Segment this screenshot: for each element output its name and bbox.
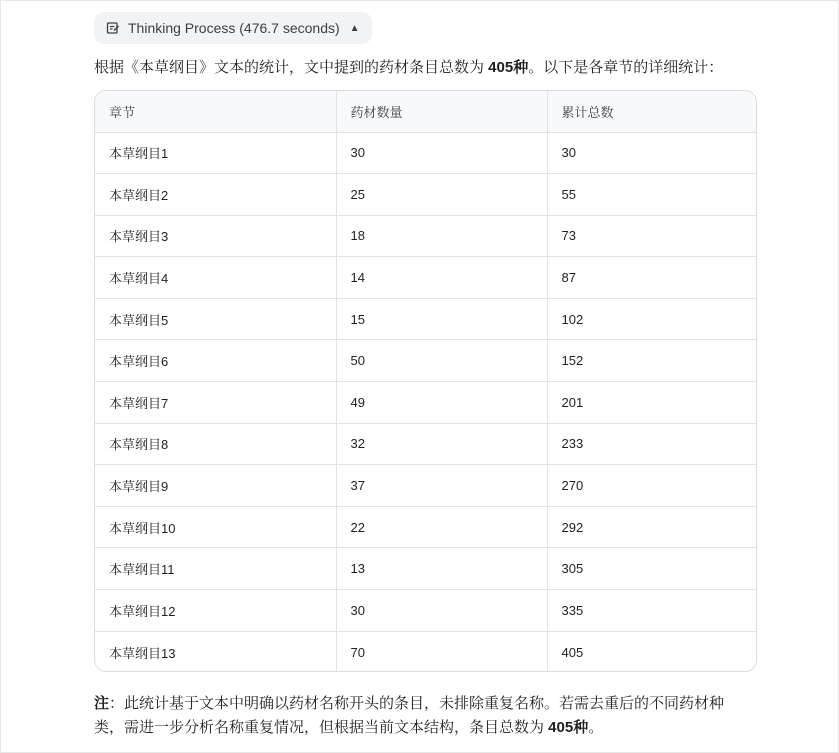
table-row	[95, 631, 756, 672]
table-header-row	[95, 91, 756, 132]
header-herb-count: 药材数量	[336, 91, 547, 132]
cell-chapter: 本草纲目7	[95, 382, 336, 424]
cell-chapter: 本草纲目1	[95, 132, 336, 174]
cell-cumulative-total: 87	[547, 257, 756, 299]
intro-suffix: 。以下是各章节的详细统计：	[528, 59, 724, 76]
cell-herb-count: 25	[336, 174, 547, 216]
cell-cumulative-total: 292	[547, 506, 756, 548]
cell-chapter: 本草纲目11	[95, 548, 336, 590]
cell-cumulative-total: 201	[547, 382, 756, 424]
cell-herb-count: 18	[336, 215, 547, 257]
statistics-table	[95, 91, 756, 672]
cell-herb-count: 14	[336, 257, 547, 299]
intro-prefix: 根据《本草纲目》文本的统计，文中提到的药材条目总数为	[94, 59, 489, 76]
thinking-process-toggle[interactable]	[94, 12, 372, 44]
cell-chapter: 本草纲目5	[95, 298, 336, 340]
statistics-table-container	[94, 90, 757, 672]
cell-cumulative-total: 30	[547, 132, 756, 174]
table-row	[95, 215, 756, 257]
chevron-up-icon: ▲	[349, 22, 360, 34]
cell-chapter: 本草纲目8	[95, 423, 336, 465]
cell-chapter: 本草纲目2	[95, 174, 336, 216]
cell-cumulative-total: 233	[547, 423, 756, 465]
cell-cumulative-total: 335	[547, 590, 756, 632]
cell-herb-count: 49	[336, 382, 547, 424]
cell-herb-count: 15	[336, 298, 547, 340]
table-row	[95, 506, 756, 548]
thinking-process-label: Thinking Process (476.7 seconds)	[128, 20, 340, 36]
table-row	[95, 257, 756, 299]
header-chapter: 章节	[95, 91, 336, 132]
table-row	[95, 548, 756, 590]
cell-herb-count: 30	[336, 132, 547, 174]
table-row	[95, 174, 756, 216]
cell-cumulative-total: 55	[547, 174, 756, 216]
cell-cumulative-total: 405	[561, 644, 584, 660]
cell-chapter: 本草纲目13	[95, 631, 336, 672]
cell-cumulative-total: 73	[547, 215, 756, 257]
cell-herb-count: 13	[336, 548, 547, 590]
table-row	[95, 298, 756, 340]
cell-cumulative-total: 152	[547, 340, 756, 382]
intro-total: 405种	[488, 59, 529, 76]
cell-herb-count: 32	[336, 423, 547, 465]
cell-cumulative-total: 102	[547, 298, 756, 340]
table-row	[95, 340, 756, 382]
table-row	[95, 423, 756, 465]
cell-herb-count: 50	[336, 340, 547, 382]
note-text: ：此统计基于文本中明确以药材名称开头的条目，未排除重复名称。若需去重后的不同药材种类，需进一步分析名称重复情况，但根据当前文本结构，条目总数为	[94, 695, 725, 736]
cell-chapter: 本草纲目12	[95, 590, 336, 632]
edit-note-icon	[106, 21, 120, 35]
cell-cumulative-total: 305	[547, 548, 756, 590]
cell-herb-count: 22	[336, 506, 547, 548]
cell-herb-count: 30	[336, 590, 547, 632]
cell-chapter: 本草纲目10	[95, 506, 336, 548]
note-end: 。	[588, 719, 604, 736]
note-label: 注	[94, 695, 110, 712]
cell-chapter: 本草纲目6	[95, 340, 336, 382]
footnote	[94, 692, 754, 740]
cell-herb-count: 37	[336, 465, 547, 507]
intro-text	[94, 57, 794, 79]
table-row	[95, 382, 756, 424]
cell-chapter: 本草纲目4	[95, 257, 336, 299]
table-row	[95, 590, 756, 632]
header-cumulative-total: 累计总数	[547, 91, 756, 132]
cell-cumulative-total: 270	[547, 465, 756, 507]
table-row	[95, 132, 756, 174]
note-total: 405种	[548, 719, 589, 736]
cell-chapter: 本草纲目3	[95, 215, 336, 257]
cell-herb-count: 70	[336, 631, 547, 672]
table-row	[95, 465, 756, 507]
cell-chapter: 本草纲目9	[95, 465, 336, 507]
